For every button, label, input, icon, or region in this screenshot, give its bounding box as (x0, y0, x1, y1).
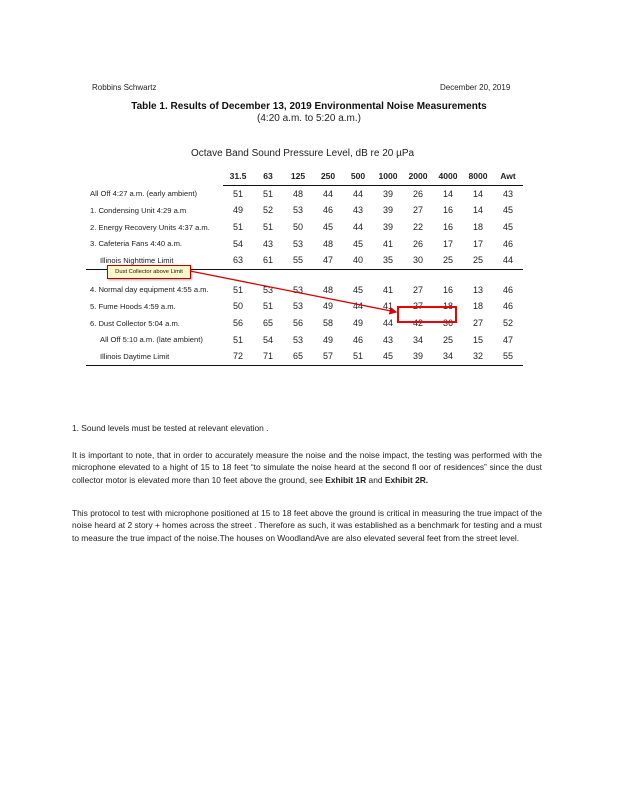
value-cell: 44 (322, 188, 333, 199)
value-cell: 56 (232, 318, 243, 329)
dust-collector-callout: Dust Collector above Limit (107, 265, 191, 279)
value-cell: 16 (442, 205, 453, 216)
value-cell: 35 (373, 252, 403, 269)
value-cell: 42 (412, 318, 423, 329)
value-cell: 51 (262, 301, 273, 312)
value-cell: 49 (322, 334, 333, 345)
value-cell: 26 (412, 238, 423, 249)
value-cell: 41 (382, 284, 393, 295)
value-cell: 51 (262, 188, 273, 199)
value-cell: 48 (292, 188, 303, 199)
value-cell: 17 (472, 238, 483, 249)
value-cell: 45 (352, 238, 363, 249)
section-heading: 1. Sound levels must be tested at relevant elevation . (72, 423, 269, 433)
value-cell: 71 (253, 348, 283, 365)
value-cell: 26 (412, 188, 423, 199)
value-cell: 47 (313, 252, 343, 269)
value-cell: 14 (472, 188, 483, 199)
value-cell: 45 (373, 348, 403, 365)
value-cell: 49 (352, 318, 363, 329)
value-cell: 65 (262, 318, 273, 329)
paragraph-2: This protocol to test with microphone positioned at 15 to 18 feet above the ground is critical in measuring the true impact of the noise heard at 2 story + homes across the street . Therefore as such, it was established as a benchmark for testing and a must to measure the true impact of the noise.The houses on WoodlandAve are also elevated several feet from the street level. (72, 508, 542, 543)
row-label: 2. Energy Recovery Units 4:37 a.m. (90, 222, 210, 232)
value-cell: 53 (262, 284, 273, 295)
value-cell: 43 (382, 334, 393, 345)
value-cell: 46 (322, 205, 333, 216)
value-cell: 48 (322, 284, 333, 295)
value-cell: 18 (472, 222, 483, 233)
value-cell: 49 (232, 205, 243, 216)
value-cell: 18 (472, 301, 483, 312)
value-cell: 39 (382, 188, 393, 199)
value-cell: 39 (403, 348, 433, 365)
value-cell: 51 (232, 222, 243, 233)
value-cell: 25 (442, 334, 453, 345)
row-label: 6. Dust Collector 5:04 a.m. (90, 318, 180, 328)
column-header: 2000 (403, 168, 433, 185)
value-cell: 54 (232, 238, 243, 249)
column-header: 4000 (433, 168, 463, 185)
value-cell: 27 (412, 205, 423, 216)
value-cell: 46 (502, 284, 513, 295)
column-header: 250 (313, 168, 343, 185)
value-cell: 45 (502, 222, 513, 233)
row-label: 4. Normal day equipment 4:55 a.m. (90, 285, 209, 295)
value-cell: 36 (442, 318, 453, 329)
value-cell: 16 (442, 284, 453, 295)
value-cell: 34 (412, 334, 423, 345)
row-label: Illinois Daytime Limit (86, 348, 223, 365)
value-cell: 22 (412, 222, 423, 233)
value-cell: 53 (292, 334, 303, 345)
value-cell: 47 (502, 334, 513, 345)
value-cell: 52 (502, 318, 513, 329)
row-label: All Off 4:27 a.m. (early ambient) (90, 189, 198, 199)
value-cell: 45 (322, 222, 333, 233)
row-label: 1. Condensing Unit 4:29 a.m (90, 205, 187, 215)
value-cell: 57 (313, 348, 343, 365)
value-cell: 46 (352, 334, 363, 345)
value-cell: 53 (292, 205, 303, 216)
column-header: 500 (343, 168, 373, 185)
row-label: 3. Cafeteria Fans 4:40 a.m. (90, 239, 183, 249)
value-cell: 53 (292, 238, 303, 249)
table-subtitle: (4:20 a.m. to 5:20 a.m.) (257, 113, 361, 124)
value-cell: 40 (343, 252, 373, 269)
value-cell: 30 (403, 252, 433, 269)
value-cell: 72 (223, 348, 253, 365)
arrow-line (190, 271, 396, 312)
value-cell: 45 (502, 205, 513, 216)
value-cell: 43 (352, 205, 363, 216)
column-header: Awt (493, 168, 523, 185)
band-title: Octave Band Sound Pressure Level, dB re 20 µPa (191, 148, 415, 159)
value-cell: 51 (343, 348, 373, 365)
value-cell: 51 (262, 222, 273, 233)
value-cell: 46 (502, 301, 513, 312)
value-cell: 49 (322, 301, 333, 312)
value-cell: 14 (442, 188, 453, 199)
column-header: 63 (253, 168, 283, 185)
value-cell: 39 (382, 222, 393, 233)
paragraph-1-and: and (366, 474, 385, 485)
value-cell: 44 (382, 318, 393, 329)
header-date: December 20, 2019 (440, 83, 511, 92)
value-cell: 61 (253, 252, 283, 269)
value-cell: 50 (232, 301, 243, 312)
value-cell: 54 (262, 334, 273, 345)
row-label: Illinois Nighttime Limit (86, 252, 223, 269)
column-header: 8000 (463, 168, 493, 185)
exhibit-1r-ref: Exhibit 1R (325, 474, 367, 485)
value-cell: 34 (433, 348, 463, 365)
row-label: 5. Fume Hoods 4:59 a.m. (90, 301, 176, 311)
value-cell: 55 (493, 348, 523, 365)
value-cell: 50 (292, 222, 303, 233)
value-cell: 43 (502, 188, 513, 199)
value-cell: 39 (382, 205, 393, 216)
value-cell: 16 (442, 222, 453, 233)
column-header: 125 (283, 168, 313, 185)
value-cell: 56 (292, 318, 303, 329)
value-cell: 55 (283, 252, 313, 269)
value-cell: 25 (433, 252, 463, 269)
value-cell: 27 (412, 284, 423, 295)
value-cell: 44 (352, 222, 363, 233)
value-cell: 53 (292, 301, 303, 312)
value-cell: 18 (442, 301, 453, 312)
value-cell: 44 (352, 188, 363, 199)
value-cell: 41 (382, 301, 393, 312)
value-cell: 45 (352, 284, 363, 295)
value-cell: 51 (232, 334, 243, 345)
value-cell: 51 (232, 188, 243, 199)
value-cell: 44 (352, 301, 363, 312)
value-cell: 44 (493, 252, 523, 269)
value-cell: 48 (322, 238, 333, 249)
value-cell: 17 (442, 238, 453, 249)
value-cell: 32 (463, 348, 493, 365)
exhibit-2r-ref: Exhibit 2R. (384, 474, 429, 485)
value-cell: 46 (502, 238, 513, 249)
header-author: Robbins Schwartz (92, 83, 157, 92)
value-cell: 65 (283, 348, 313, 365)
table-title: Table 1. Results of December 13, 2019 Environmental Noise Measurements (131, 101, 487, 112)
value-cell: 41 (382, 238, 393, 249)
value-cell: 25 (463, 252, 493, 269)
value-cell: 53 (292, 284, 303, 295)
value-cell: 14 (472, 205, 483, 216)
paragraph-1-text: It is important to note, that in order to accurately measure the noise and the noise impact, the testing was performed with the microphone elevated to a hight of 15 to 18 feet “to simulate the noise heard at the second fl oor of residences” since the dust collector motor is elevated more than 10 feet above the ground, see (72, 450, 542, 485)
value-cell: 15 (472, 334, 483, 345)
column-header: 1000 (373, 168, 403, 185)
value-cell: 43 (262, 238, 273, 249)
value-cell: 52 (262, 205, 273, 216)
paragraph-1 (72, 449, 542, 486)
column-header: 31.5 (223, 168, 253, 185)
value-cell: 27 (472, 318, 483, 329)
row-label: All Off 5:10 a.m. (late ambient) (100, 335, 203, 345)
value-cell: 63 (223, 252, 253, 269)
value-cell: 51 (232, 284, 243, 295)
value-cell: 27 (412, 301, 423, 312)
value-cell: 13 (472, 284, 483, 295)
value-cell: 58 (322, 318, 333, 329)
